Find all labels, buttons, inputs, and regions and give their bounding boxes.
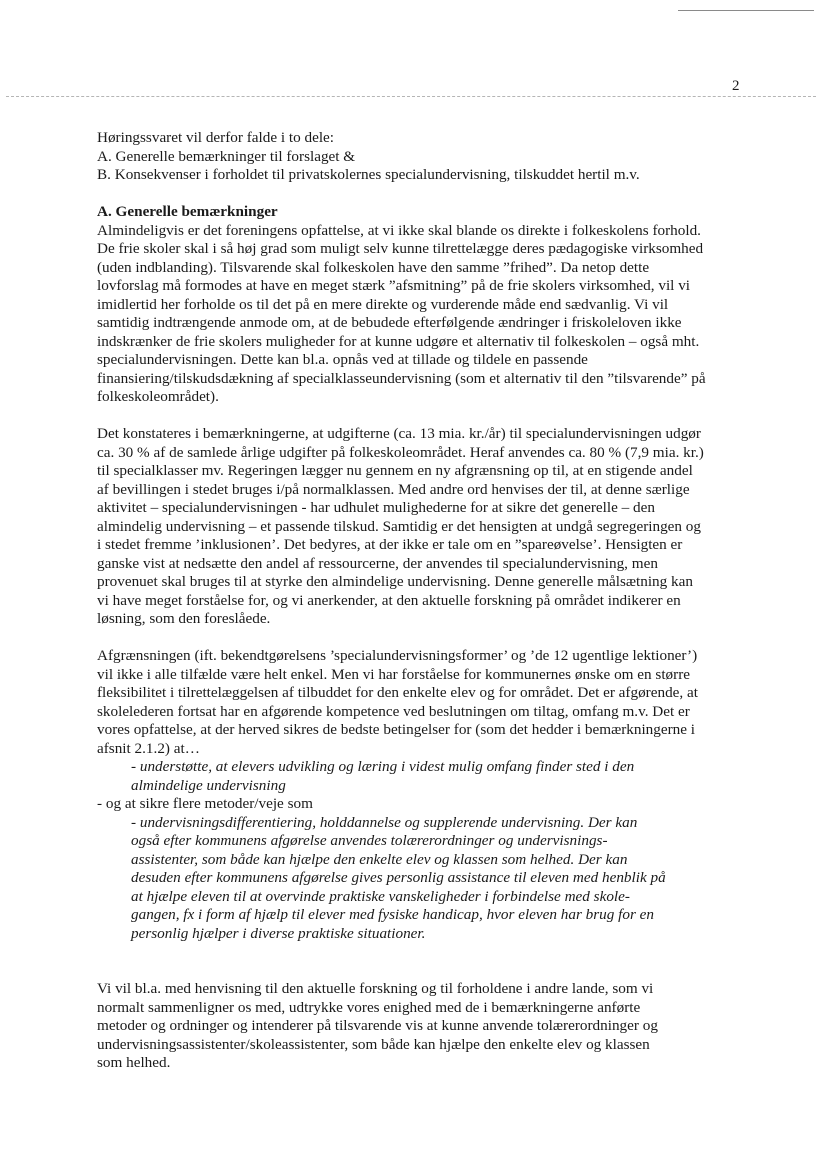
paragraph-line: undervisningsassistenter/skoleassistenter, som både kan hjælpe den enkelte elev og klassen — [97, 1035, 650, 1053]
paragraph-4 — [97, 980, 747, 1073]
quote-line: - understøtte, at elevers udvikling og læring i videst mulig omfang finder sted i den — [131, 758, 635, 775]
paragraph-line: som helhed. — [97, 1054, 171, 1071]
paragraph-line: vil ikke i alle tilfælde være helt enkel. Men vi har forståelse for kommunernes ønske om en større — [97, 665, 690, 683]
spacer — [97, 185, 747, 204]
paragraph-line: indskrænker de frie skolers muligheder for at kunne udgøre et alternativ til folkeskolen – også mht. — [97, 332, 700, 350]
paragraph-line: finansiering/tilskudsdækning af specialklasseundervisning (som et alternativ til den ”tilsvarende” på — [97, 369, 706, 387]
spacer — [97, 943, 747, 962]
paragraph-line: aktivitet – specialundervisningen - har udhulet mulighederne for at sikre det generelle – den — [97, 499, 655, 516]
spacer — [97, 407, 747, 426]
paragraph-line: i stedet fremme ’inklusionen’. Det bedyres, at der ikke er tale om en ”spareøvelse’. Hensigten er — [97, 536, 683, 553]
paragraph-line: Almindeligvis er det foreningens opfattelse, at vi ikke skal blande os direkte i folkeskolens forhold. — [97, 221, 701, 239]
quote-line: - undervisningsdifferentiering, holddannelse og supplerende undervisning. Der kan — [131, 813, 638, 831]
quote-understotte — [97, 758, 747, 795]
quote-line: gangen, fx i form af hjælp til elever med fysiske handicap, hvor eleven har brug for en — [131, 906, 655, 923]
quote-line: desuden efter kommunens afgørelse gives personlig assistance til eleven med henblik på — [131, 869, 666, 886]
paragraph-line: samtidig indtrængende anmode om, at de bebudede efterfølgende ændringer i friskoleloven ikke — [97, 314, 682, 331]
quote-line: almindelige undervisning — [131, 776, 286, 794]
quote-line: at hjælpe eleven til at overvinde praktiske vanskeligheder i forbindelse med skole- — [131, 887, 630, 905]
intro-line: Høringssvaret vil derfor falde i to dele: — [97, 129, 335, 146]
paragraph-line: provenuet skal bruges til at styrke den almindelige undervisning. Denne generelle målsætning kan — [97, 573, 693, 590]
intro-line: B. Konsekvenser i forholdet til privatskolernes specialundervisning, tilskuddet hertil m.v. — [97, 166, 640, 183]
paragraph-line: vores opfattelse, at der herved sikres de bedste betingelser for (som det hedder i bemærkningerne i — [97, 721, 696, 738]
quote-line: også efter kommunens afgørelse anvendes tolærerordninger og undervisnings- — [131, 832, 608, 849]
paragraph-line: vi have meget forståelse for, og vi anerkender, at den aktuelle forskning på området indikerer en — [97, 591, 681, 609]
intro-block — [97, 129, 747, 185]
intro-line: A. Generelle bemærkninger til forslaget & — [97, 147, 356, 165]
paragraph-line: De frie skoler skal i så høj grad som muligt selv kunne tilrettelægge deres pædagogiske virksomhed — [97, 240, 704, 257]
spacer — [97, 629, 747, 648]
quote-line: personlig hjælper i diverse praktiske situationer. — [131, 924, 426, 942]
header-rule — [6, 96, 816, 97]
paragraph-line: Vi vil bl.a. med henvisning til den aktuelle forskning og til forholdene i andre lande, som vi — [97, 980, 654, 997]
paragraph-line: Afgrænsningen (ift. bekendtgørelsens ’specialundervisningsformer’ og ’de 12 ugentlige lektioner’) — [97, 647, 698, 664]
quote-line: assistenter, som både kan hjælpe den enkelte elev og klassen som helhed. Der kan — [131, 850, 628, 868]
paragraph-line: ganske vist at nedsætte den andel af ressourcerne, der anvendes til specialundervisning, men — [97, 554, 658, 572]
page-number: 2 — [732, 78, 740, 94]
paragraph-line: af bevillingen i stedet bruges i/på normalklassen. Med andre ord henvises der til, at denne særlige — [97, 480, 690, 498]
paragraph-line: Det konstateres i bemærkningerne, at udgifterne (ca. 13 mia. kr./år) til specialundervisningen udgør — [97, 425, 701, 442]
scan-artifact-line — [678, 10, 814, 11]
dash-line: - og at sikre flere metoder/veje som — [97, 795, 313, 812]
paragraph-2 — [97, 425, 747, 629]
spacer — [97, 962, 747, 981]
paragraph-line: til specialklasser mv. Regeringen lægger nu gennem en ny afgrænsning op til, at en stigende andel — [97, 462, 693, 479]
paragraph-line: specialundervisningen. Dette kan bl.a. opnås ved at tillade og tildele en passende — [97, 351, 588, 368]
paragraph-line: imidlertid her forholde os til det på en mere direkte og vurderende måde end sædvanlig. Vi vil — [97, 295, 669, 313]
paragraph-line: lovforslag må formodes at have en meget stærk ”afsmitning” på de frie skolers virksomhed, vil vi — [97, 277, 691, 294]
paragraph-line: afsnit 2.1.2) at… — [97, 739, 200, 757]
paragraph-line: løsning, som den foreslåede. — [97, 610, 271, 627]
paragraph-line: skolelederen fortsat har en afgørende kompetence ved beslutningen om tiltag, omfang m.v. Det er — [97, 702, 690, 720]
paragraph-line: almindelig undervisning – et passende tilskud. Samtidig er det hensigten at undgå segregeringen og — [97, 517, 701, 535]
section-a — [97, 203, 747, 407]
paragraph-3 — [97, 647, 747, 758]
paragraph-line: fleksibilitet i tilrettelæggelsen af tilbuddet for den enkelte elev og for området. Det er afgørende, at — [97, 684, 698, 701]
paragraph-line: folkeskoleområdet). — [97, 388, 219, 405]
paragraph-line: normalt sammenligner os med, udtrykke vores enighed med de i bemærkningerne anførte — [97, 998, 641, 1016]
paragraph-line: ca. 30 % af de samlede årlige udgifter på folkeskoleområdet. Heraf anvendes ca. 80 % (7,9 mia. kr.) — [97, 443, 704, 461]
paragraph-line: metoder og ordninger og intenderer på tilsvarende vis at kunne anvende tolærerordninger og — [97, 1017, 658, 1034]
paragraph-line: (uden indblanding). Tilsvarende skal folkeskolen have den samme ”frihed”. Da netop dette — [97, 258, 650, 276]
quote-undervisningsdifferentiering — [97, 814, 747, 944]
section-heading: A. Generelle bemærkninger — [97, 203, 278, 220]
document-body — [97, 129, 747, 1073]
